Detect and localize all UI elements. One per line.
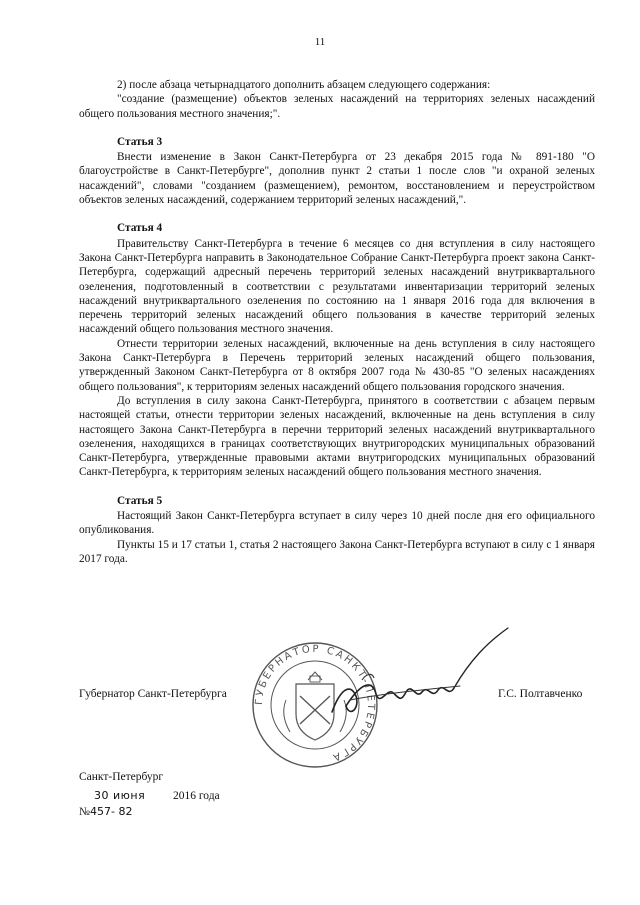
page-number: 11 [314, 36, 326, 48]
article-4-paragraph-1: Правительству Санкт-Петербурга в течение 6 месяцев со дня вступления в силу настоящего Закона Санкт-Петербурга направить в Законодательное Собрание Санкт-Петербурга проект закона Санкт-Петербурга, содержащий адресный перечень территорий зеленых насаждений внутриквартального озеленения, подготовленный в соответствии с результатами инвентаризации территорий зеленых насаждений внутриквартального озеленения по состоянию на 1 января 2016 года для включения в перечень территорий зеленых насаждений общего пользования в качестве территорий зеленых насаждений общего пользования местного значения. [79, 237, 595, 336]
signatory-name: Г.С. Полтавченко [498, 688, 583, 700]
seal-lettering: ГУБЕРНАТОР САНКТ-ПЕТЕРБУРГА [253, 643, 377, 764]
article-5-paragraph-1: Настоящий Закон Санкт-Петербурга вступает в силу через 10 дней после дня его официального опубликования. [79, 510, 595, 537]
document-number [79, 805, 132, 818]
article-5-heading: Статья 5 [117, 494, 163, 507]
date-year: 2016 года [172, 790, 220, 802]
document-date [94, 789, 220, 802]
handwritten-signature [320, 620, 520, 740]
article-4-paragraph-2: Отнести территории зеленых насаждений, включенные на день вступления в силу настоящего Закона Санкт-Петербурга в Перечень территорий зеленых насаждений общего пользования, утвержденный Законом Санкт-Петербурга от 8 октября 2007 года № 430-85 "О зеленых насаждениях общего пользования", к территориям зеленых насаждений общего пользования городского значения. [79, 337, 595, 393]
number-prefix: № [79, 806, 90, 818]
article-4-heading: Статья 4 [117, 222, 163, 235]
intro-line: 2) после абзаца четырнадцатого дополнить абзацем следующего содержания: [117, 79, 491, 91]
signatory-title: Губернатор Санкт-Петербурга [79, 688, 227, 700]
intro-quote: "создание (размещение) объектов зеленых насаждений на территориях зеленых насаждений общего пользования местного значения;". [79, 93, 595, 120]
document-body [79, 78, 595, 566]
article-3-heading: Статья 3 [117, 135, 163, 148]
number-handwritten: 457- 82 [89, 805, 133, 818]
article-4-paragraph-3: До вступления в силу закона Санкт-Петербурга, принятого в соответствии с абзацем первым настоящей статьи, отнести территории зеленых насаждений, включенные на день вступления в силу настоящего Закона Санкт-Петербурга в перечни территорий зеленых насаждений внутриквартального озеленения, находящихся в границах соответствующих внутригородских муниципальных образований Санкт-Петербурга, утвержденные правовыми актами внутригородских муниципальных образований Санкт-Петербурга, к территориям зеленых насаждений общего пользования местного значения. [79, 394, 595, 479]
article-5-paragraph-2: Пункты 15 и 17 статьи 1, статья 2 настоящего Закона Санкт-Петербурга вступают в силу с 1 января 2017 года. [79, 538, 595, 565]
date-handwritten: 30 июня [94, 789, 146, 802]
article-3-text: Внести изменение в Закон Санкт-Петербурга от 23 декабря 2015 года № 891-180 "О благоустройстве в Санкт-Петербурге", дополнив пункт 2 статьи 1 после слов "и охраной зеленых насаждений", словами "созданием (размещением), ремонтом, восстановлением и переустройством объектов зеленых насаждений, содержанием территорий зеленых насаждений,". [79, 151, 595, 207]
city-name: Санкт-Петербург [79, 771, 164, 783]
